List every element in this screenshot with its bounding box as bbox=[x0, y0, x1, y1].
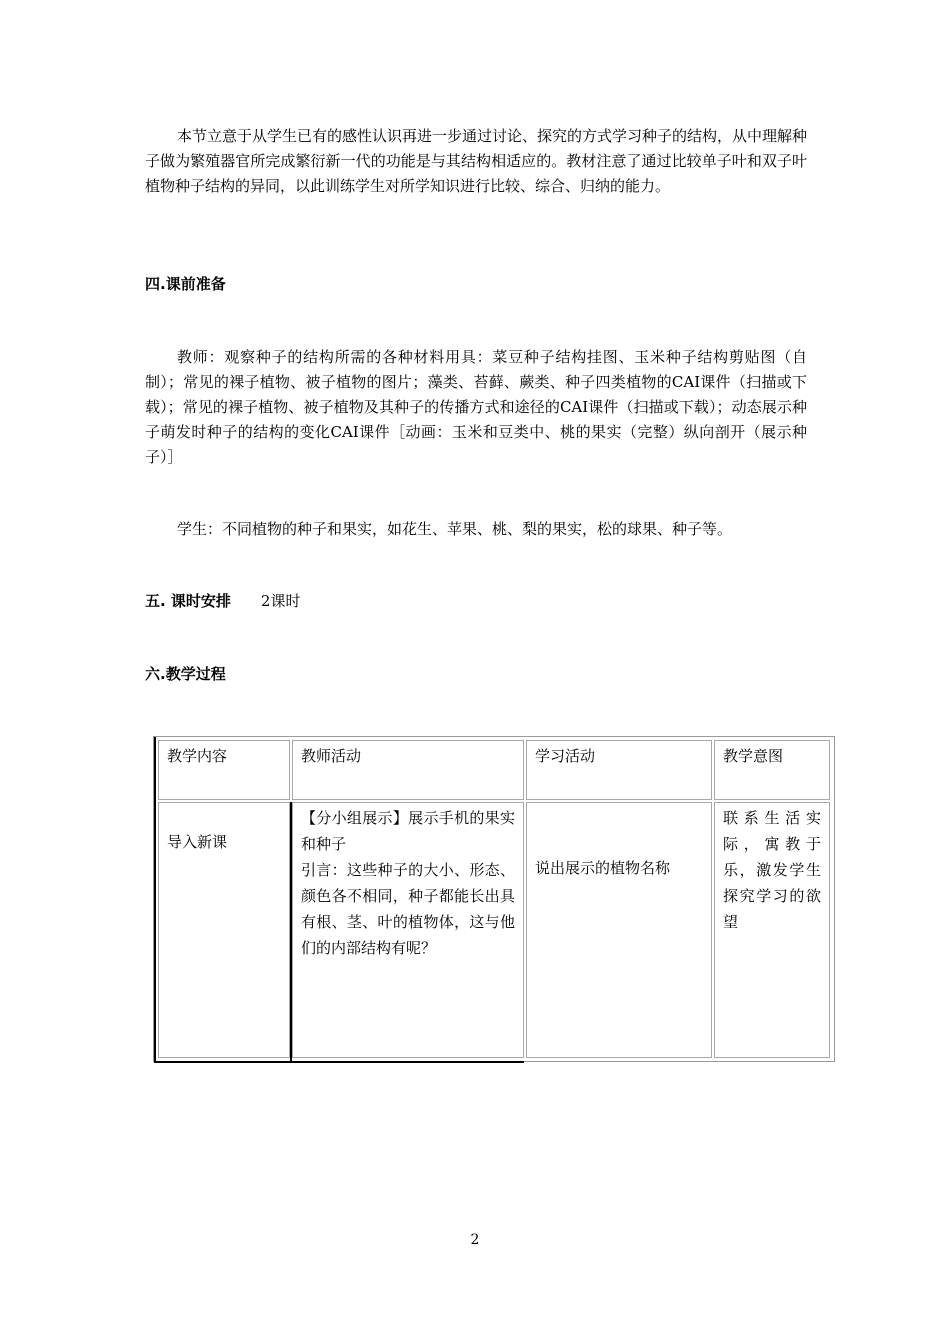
lesson-count: 2课时 bbox=[260, 592, 301, 610]
row-intent: 联系生活实际，寓教于乐，激发学生探究学习的欲望 bbox=[714, 802, 830, 1058]
header-intent: 教学意图 bbox=[714, 740, 830, 800]
section-6-title: 六.教学过程 bbox=[145, 665, 226, 683]
section-4-title: 四.课前准备 bbox=[145, 275, 226, 293]
section-5-title bbox=[145, 590, 300, 612]
table-left-rule bbox=[154, 737, 156, 1063]
header-teacher-activity: 教师活动 bbox=[292, 740, 524, 800]
section-5-label: 五. 课时安排 bbox=[145, 592, 231, 610]
teacher-preparation: 教师：观察种子的结构所需的各种材料用具：菜豆种子结构挂图、玉米种子结构剪贴图（自制）；常见的裸子植物、被子植物的图片；藻类、苔藓、蕨类、种子四类植物的CAI课件（扫描或下载）；常见的裸子植物、被子植物及其种子的传播方式和途径的CAI课件（扫描或下载）；动态展示种子萌发时种子的结构的变化CAI课件［动画：玉米和豆类中、桃的果实（完整）纵向剖开（展示种子）］ bbox=[145, 348, 807, 466]
student-preparation: 学生：不同植物的种子和果实，如花生、苹果、桃、梨的果实，松的球果、种子等。 bbox=[177, 520, 733, 538]
header-content: 教学内容 bbox=[158, 740, 290, 800]
row-teacher-activity: 【分小组展示】展示手机的果实和种子 引言：这些种子的大小、形态、颜色各不相同，种子都能长出具有根、茎、叶的植物体，这与他们的内部结构有呢？ bbox=[292, 802, 524, 1058]
header-learning-activity: 学习活动 bbox=[526, 740, 712, 800]
row-learning-activity: 说出展示的植物名称 bbox=[526, 802, 712, 1058]
intro-paragraph: 本节立意于从学生已有的感性认识再进一步通过讨论、探究的方式学习种子的结构，从中理解种子做为繁殖器官所完成繁衍新一代的功能是与其结构相适应的。教材注意了通过比较单子叶和双子叶植物种子结构的异同，以此训练学生对所学知识进行比较、综合、归纳的能力。 bbox=[145, 127, 808, 195]
table-col-rule-1 bbox=[290, 802, 292, 1062]
table-bottom-rule bbox=[154, 1061, 524, 1063]
row-content: 导入新课 bbox=[158, 802, 290, 1058]
page-number: 2 bbox=[470, 1232, 480, 1248]
teaching-process-table bbox=[153, 736, 835, 1062]
